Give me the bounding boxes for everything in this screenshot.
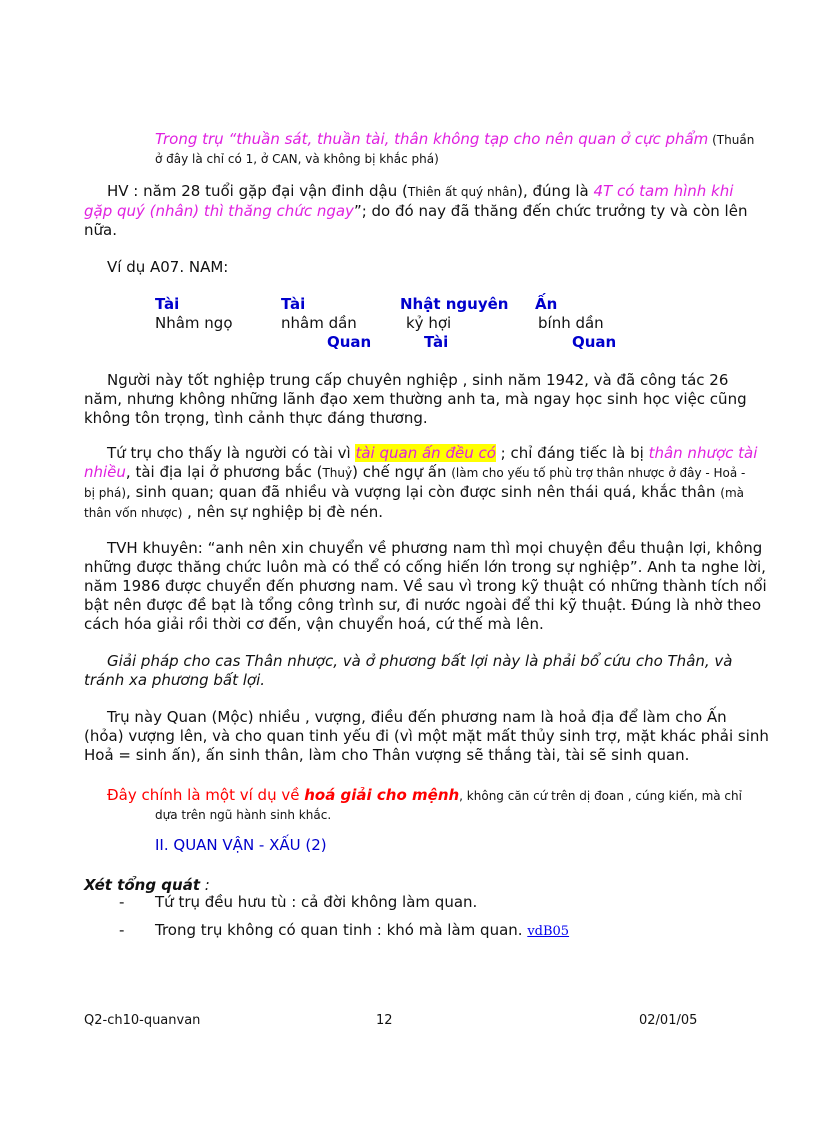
para4-line-3: Hoả = sinh ấn), ấn sinh thân, làm cho Thân vượng sẽ thắng tài, tài sẽ sinh quan.	[84, 746, 690, 764]
intro-quote: Trong trụ “thuần sát, thuần tài, thân không tạp cho nên quan ở cực phẩm	[155, 130, 709, 148]
section-heading	[155, 836, 805, 855]
para1-line-1: Người này tốt nghiệp trung cấp chuyên nghiệp , sinh năm 1942, và đã công tác 26	[107, 371, 729, 389]
footer-date: 02/01/05	[639, 1013, 698, 1028]
list-dash-2: -	[119, 921, 125, 939]
conclusion-emphasis: hoá giải cho mệnh	[304, 786, 460, 804]
para2-highlight: tài quan ấn đều có	[355, 444, 496, 462]
paragraph-3	[84, 539, 767, 634]
para2-quote-1: thân nhược tài	[648, 444, 758, 462]
italic-line-2: tránh xa phương bất lợi.	[84, 671, 266, 689]
italic-line-1: Giải pháp cho cas Thân nhược, và ở phương bất lợi này là phải bổ cứu cho Thân, và	[107, 652, 733, 670]
para1-line-2: năm, nhưng không những lãnh đạo xem thường anh ta, mà ngay học sinh học việc cũng	[84, 390, 747, 408]
list-item-2	[155, 921, 569, 941]
pillar-stem-1: Nhâm ngọ	[155, 314, 233, 332]
hv-text-4: nữa.	[84, 221, 117, 239]
conclusion	[107, 786, 747, 825]
conclusion-d: dựa trên ngũ hành sinh khắc.	[155, 808, 332, 822]
para4-line-1: Trụ này Quan (Mộc) nhiều , vượng, điều đến phương nam là hoả địa để làm cho Ấn	[107, 708, 727, 726]
hv-quote-2: gặp quý (nhân) thì thăng chức ngay	[84, 202, 354, 220]
paragraph-2	[84, 444, 758, 523]
para1-line-3: không tôn trọng, tình cảnh thực đáng thương.	[84, 409, 428, 427]
intro-note-b: ở đây là chỉ có 1, ở CAN, và không bị khắc phá)	[155, 152, 439, 166]
para3-line-2: những được thăng chức luôn mà có thể có cống hiến lớn trong sự nghiệp”. Anh ta nghe lời,	[84, 558, 766, 576]
hv-text-3: ”; do đó nay đã thăng đến chức trưởng ty và còn lên	[353, 202, 748, 220]
conclusion-a: Đây chính là một ví dụ về	[107, 786, 305, 804]
pillar-stem-3: kỷ hợi	[406, 314, 452, 332]
intro-note-a: (Thuần	[708, 133, 755, 147]
para3-line-1: TVH khuyên: “anh nên xin chuyển về phương nam thì mọi chuyện đều thuận lợi, không	[107, 539, 763, 557]
hv-text-1: HV : năm 28 tuổi gặp đại vận đinh dậu (	[107, 182, 408, 200]
para2-quote-2: nhiều	[84, 463, 126, 481]
para2-f: , nên sự nghiệp bị đè nén.	[182, 503, 384, 521]
list-dash-1: -	[119, 893, 125, 911]
footer-left: Q2-ch10-quanvan	[84, 1013, 201, 1028]
pillar-stem-4: bính dần	[538, 314, 604, 332]
para2-d: ) chế ngự ấn	[352, 463, 452, 481]
pillar-below-3: Quan	[572, 333, 617, 351]
pillar-header-4: Ấn	[535, 295, 558, 313]
para2-note-1: Thuỷ	[322, 466, 353, 480]
pillar-header-1: Tài	[155, 295, 180, 313]
italic-paragraph	[84, 652, 734, 690]
para2-note-2: (làm cho yếu tố phù trợ thân nhược ở đây - Hoả -	[451, 466, 746, 480]
para2-a: Tứ trụ cho thấy là người có tài vì	[107, 444, 356, 462]
hv-paragraph	[84, 182, 748, 240]
vdb05-link[interactable]: vdB05	[527, 924, 570, 939]
conclusion-c: , không căn cứ trên dị đoan , cúng kiến, mà chỉ	[459, 789, 742, 803]
example-title	[107, 258, 757, 277]
section-heading-text: II. QUAN VẬN - XẤU (2)	[155, 836, 327, 854]
para2-note-3: bị phá)	[84, 486, 127, 500]
intro-quote-block	[155, 130, 755, 169]
general-title-colon: :	[200, 876, 210, 894]
pillar-stem-2: nhâm dần	[281, 314, 357, 332]
pillar-below-2: Tài	[424, 333, 449, 351]
para3-line-4: bật nên được đề bạt là tổng công trình sư, đi nước ngoài để thi kỹ thuật. Đúng là nhờ theo	[84, 596, 762, 614]
footer-page-number: 12	[376, 1013, 393, 1028]
para3-line-3: năm 1986 được chuyển đến phương nam. Về sau vì trong kỹ thuật có những thành tích nổi	[84, 577, 767, 595]
para2-note-4: (mà	[720, 486, 744, 500]
pillar-below-1: Quan	[327, 333, 372, 351]
hv-quote-1: 4T có tam hình khi	[593, 182, 734, 200]
paragraph-4	[84, 708, 769, 765]
para2-note-5: thân vốn nhược)	[84, 506, 183, 520]
paragraph-1	[84, 371, 747, 428]
para2-c: , tài địa lại ở phương bắc (	[125, 463, 323, 481]
para2-e: , sinh quan; quan đã nhiều và vượng lại còn được sinh nên thái quá, khắc thân	[126, 483, 721, 501]
hv-text-2: ), đúng là	[517, 182, 594, 200]
para2-b: ; chỉ đáng tiếc là bị	[495, 444, 649, 462]
list-item-2-text: Trong trụ không có quan tinh : khó mà làm quan.	[155, 921, 528, 939]
para3-line-5: cách hóa giải rồi thời cơ đến, vận chuyển hoá, cứ thế mà lên.	[84, 615, 544, 633]
list-item-1: Tứ trụ đều hưu tù : cả đời không làm quan.	[155, 893, 478, 911]
general-title-text: Xét tổng quát	[84, 876, 200, 894]
example-title-text: Ví dụ A07. NAM:	[107, 258, 229, 276]
pillar-header-3: Nhật nguyên	[400, 295, 509, 313]
pillar-header-2: Tài	[281, 295, 306, 313]
para4-line-2: (hỏa) vượng lên, và cho quan tinh yếu đi (vì một mặt mất thủy sinh trợ, mặt khác phải sinh	[84, 727, 769, 745]
hv-note: Thiên ất quý nhân	[407, 185, 518, 199]
